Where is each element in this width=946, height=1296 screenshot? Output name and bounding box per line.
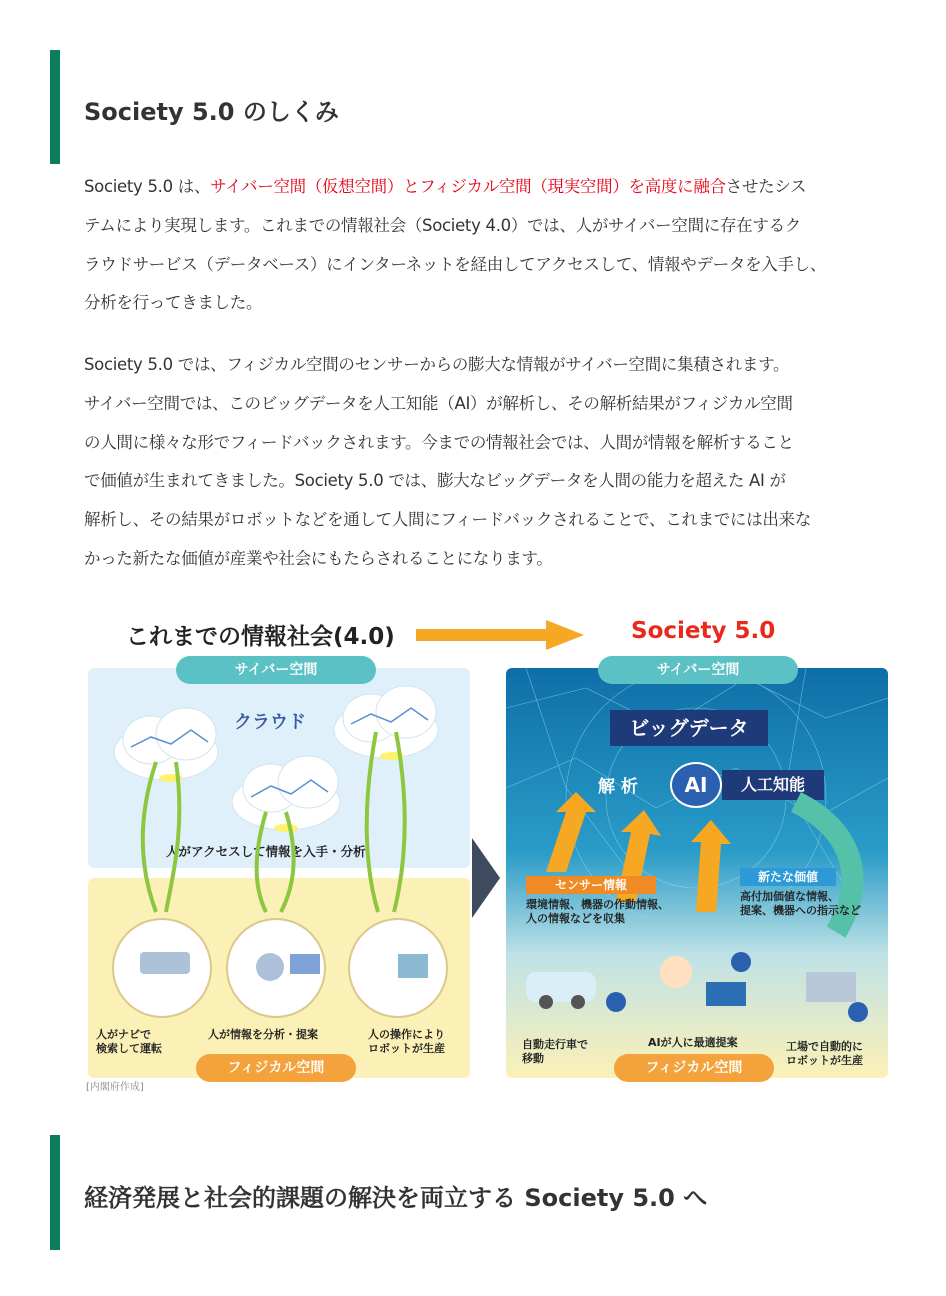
paragraph-line: 解析し、その結果がロボットなどを通して人間にフィードバックされることで、これまでには出来な [84, 510, 812, 530]
cloud-label: クラウド [234, 712, 306, 733]
ai-label: 人工知能 [722, 770, 824, 800]
sensor-label: センサー情報 [526, 876, 656, 894]
newvalue-label: 新たな価値 [740, 868, 836, 886]
desc-line: 人の情報などを収集 [526, 912, 625, 925]
people-icons [130, 942, 460, 1002]
paragraph-line: Society 5.0 では、フィジカル空間のセンサーからの膨大な情報がサイバー空間に集積されます。 [84, 355, 790, 374]
paragraph-line: で価値が生まれてきました。Society 5.0 では、膨大なビッグデータを人間の能力を超えた AI が [84, 471, 786, 491]
caption-line: ロボットが生産 [368, 1042, 445, 1055]
right-title: Society 5.0 [631, 618, 776, 644]
heading-text: 経済発展と社会的課題の解決を両立する Society 5.0 へ [84, 1184, 708, 1212]
paragraph-line: の人間に様々な形でフィードバックされます。今までの情報社会では、人間が情報を解析すること [84, 432, 794, 452]
society-diagram [86, 612, 890, 1102]
paragraph-line [84, 168, 899, 207]
section-heading-society-mechanism [50, 50, 890, 164]
left-title: これまでの情報社会(4.0) [126, 624, 395, 650]
caption-line: 検索して運転 [96, 1042, 162, 1055]
analysis-label: 解 析 [598, 777, 638, 797]
right-caption-2: AIが人に最適提案 [648, 1036, 738, 1049]
caption-line: ロボットが生産 [786, 1054, 863, 1067]
access-arrows-graphic [116, 722, 456, 922]
paragraph-line: サイバー空間では、このビッグデータを人工知能（AI）が解析し、その解析結果がフィジカル空間 [84, 393, 793, 413]
section-heading-economic-development [50, 1135, 890, 1250]
desc-line: 環境情報、機器の作動情報、 [526, 898, 669, 911]
newvalue-desc [740, 890, 861, 918]
left-caption-1 [96, 1028, 162, 1056]
ai-badge: AI [670, 762, 722, 808]
paragraph-line: ラウドサービス（データベース）にインターネットを経由してアクセスして、情報やデータを入手し、 [84, 254, 827, 274]
left-caption-3 [368, 1028, 445, 1056]
right-cyber-label: サイバー空間 [598, 656, 798, 684]
text-segment: Society 5.0 は、 [84, 177, 211, 196]
bigdata-box: ビッグデータ [610, 710, 768, 746]
sensor-desc [526, 898, 669, 926]
caption-line: 工場で自動的に [786, 1040, 863, 1053]
right-caption-1 [522, 1038, 588, 1066]
scene-icons [516, 942, 886, 1032]
text-segment: させたシス [725, 177, 807, 196]
paragraph-line: 分析を行ってきました。 [84, 293, 263, 313]
right-physical-label: フィジカル空間 [614, 1054, 774, 1082]
access-label: 人がアクセスして情報を入手・分析 [166, 844, 366, 859]
paragraph-intro [84, 168, 899, 323]
left-cyber-label: サイバー空間 [176, 656, 376, 684]
left-caption-2: 人が情報を分析・提案 [208, 1028, 318, 1041]
caption-line: 移動 [522, 1052, 544, 1065]
caption-line: 自動走行車で [522, 1038, 588, 1051]
paragraph-line: テムにより実現します。これまでの情報社会（Society 4.0）では、人がサイバー空間に存在するク [84, 215, 801, 235]
chevron-right-icon [472, 838, 502, 918]
paragraph-line: かった新たな価値が産業や社会にもたらされることになります。 [84, 548, 553, 568]
highlight-text: サイバー空間（仮想空間）とフィジカル空間（現実空間）を高度に融合 [210, 177, 726, 196]
figure-credit: [内閣府作成] [86, 1082, 144, 1093]
caption-line: 人の操作により [368, 1028, 445, 1041]
desc-line: 高付加価値な情報、 [740, 890, 839, 903]
caption-line: 人がナビで [96, 1028, 151, 1041]
heading-text: Society 5.0 のしくみ [84, 98, 339, 126]
right-caption-3 [786, 1040, 863, 1068]
left-physical-label: フィジカル空間 [196, 1054, 356, 1082]
desc-line: 提案、機器への指示など [740, 904, 861, 917]
arrow-right-icon [416, 620, 586, 650]
paragraph-society5 [84, 346, 899, 579]
